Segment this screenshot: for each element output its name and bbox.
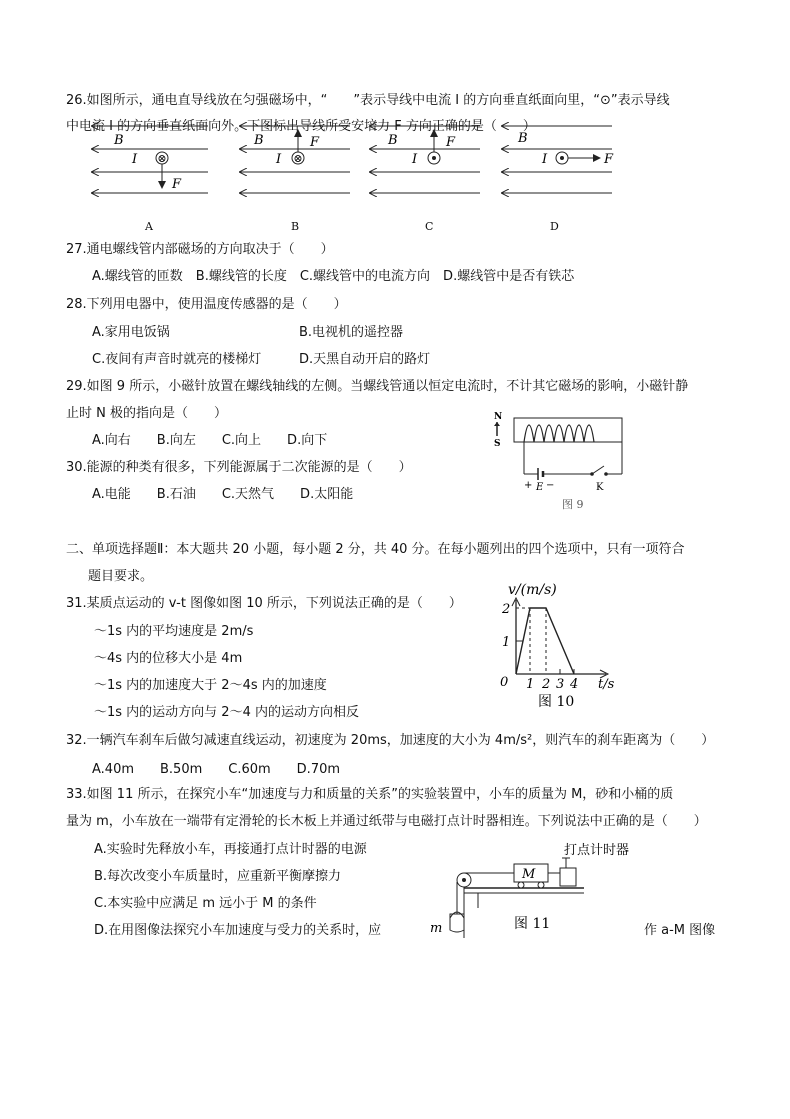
q31-xtick-1: 1	[526, 677, 535, 692]
q33-caption: 图 11	[514, 916, 551, 932]
q29-e-label: E	[536, 482, 544, 493]
q31-option-b: ～4s 内的位移大小是 4m	[94, 651, 243, 666]
q33-bucket-label: m	[430, 921, 443, 936]
q26-b-b-label: B	[254, 133, 264, 148]
q33-option-d-tail: 作 a-M 图像	[644, 923, 716, 938]
q29-stem-line2: 止时 N 极的指向是（ ）	[66, 406, 227, 421]
q26-stem-line2: 中电流 I 的方向垂直纸面向外。下图标出导线所受安培力 F 方向正确的是（ ）	[66, 119, 536, 134]
q29-solenoid-coil	[524, 425, 594, 442]
q33-stem-line1: 33.如图 11 所示，在探究小车“加速度与力和质量的关系”的实验装置中，小车的质量为 M，砂和小桶的质	[66, 787, 674, 802]
q33-figure-apparatus	[424, 838, 636, 942]
q33-option-d: D.在用图像法探究小车加速度与受力的关系时，应	[94, 923, 382, 938]
q26-a-cross-symbol: ⊗	[157, 152, 167, 165]
q31-option-a: ～1s 内的平均速度是 2m/s	[94, 624, 254, 639]
q29-needle-s-label: S	[494, 439, 501, 449]
q33-stem-line2: 量为 m，小车放在一端带有定滑轮的长木板上并通过纸带与电磁打点计时器相连。下列说法中正确的是（ ）	[66, 814, 707, 829]
q31-option-c: ～1s 内的加速度大于 2～4s 内的加速度	[94, 678, 327, 693]
q31-vt-graph	[494, 578, 632, 712]
q26-figure-b	[240, 126, 350, 193]
q26-b-f-label: F	[310, 135, 320, 150]
q31-ytick-1: 1	[502, 635, 511, 650]
q27-stem: 27.通电螺线管内部磁场的方向取决于（ ）	[66, 242, 334, 257]
q33-option-a: A.实验时先释放小车，再接通打点计时器的电源	[94, 842, 367, 857]
q30-options: A.电能 B.石油 C.天然气 D.太阳能	[92, 487, 354, 502]
q33-option-c: C.本实验中应满足 m 远小于 M 的条件	[94, 896, 317, 911]
q26-figure-a	[92, 126, 208, 193]
q29-solenoid-core	[514, 418, 622, 442]
q29-switch	[592, 466, 604, 474]
q31-origin-label: 0	[500, 675, 509, 690]
q29-plus-label: +	[524, 480, 533, 491]
q26-d-i-label: I	[542, 152, 548, 167]
q26-d-f-label: F	[604, 152, 614, 167]
q32-options: A.40m B.50m C.60m D.70m	[92, 762, 341, 777]
q29-caption: 图 9	[562, 498, 584, 511]
q26-c-f-label: F	[446, 135, 456, 150]
q32-stem: 32.一辆汽车刹车后做匀减速直线运动，初速度为 20ms，加速度的大小为 4m/s²，则汽车的刹车距离为（ ）	[66, 733, 715, 748]
q28-option-b: B.电视机的遥控器	[299, 325, 404, 340]
q31-caption: 图 10	[538, 694, 575, 710]
q28-option-a: A.家用电饭锅	[92, 325, 170, 340]
q31-xtick-3: 3	[556, 677, 565, 692]
q26-option-b-label: B	[291, 220, 300, 233]
q33-bucket	[450, 914, 464, 932]
q26-option-d-label: D	[550, 220, 559, 233]
q33-cart-label: M	[522, 867, 536, 882]
q28-stem: 28.下列用电器中，使用温度传感器的是（ ）	[66, 297, 347, 312]
q31-stem: 31.某质点运动的 v-t 图像如图 10 所示，下列说法正确的是（ ）	[66, 596, 462, 611]
q31-vt-line	[516, 608, 574, 674]
q31-option-d: ～1s 内的运动方向与 2～4 内的运动方向相反	[94, 705, 359, 720]
q29-options: A.向右 B.向左 C.向上 D.向下	[92, 433, 328, 448]
q26-a-f-label: F	[172, 177, 182, 192]
q26-b-cross-symbol: ⊗	[293, 152, 303, 165]
q31-ytick-2: 2	[502, 602, 511, 617]
q31-xtick-4: 4	[570, 677, 579, 692]
q26-option-a-label: A	[145, 220, 153, 233]
q29-needle-n-label: N	[494, 412, 503, 422]
q30-stem: 30.能源的种类有很多，下列能源属于二次能源的是（ ）	[66, 460, 412, 475]
q26-c-b-label: B	[388, 133, 398, 148]
q31-ylabel: v/(m/s)	[508, 582, 557, 598]
q33-timer	[560, 868, 576, 886]
q26-a-b-label: B	[114, 133, 124, 148]
q26-stem-line1: 26.如图所示，通电直导线放在匀强磁场中，“ ”表示导线中电流 I 的方向垂直纸面向里，“⊙”表示导线	[66, 93, 670, 108]
q26-b-i-label: I	[276, 152, 282, 167]
q29-stem-line1: 29.如图 9 所示，小磁针放置在螺线轴线的左侧。当螺线管通以恒定电流时，不计其它磁场的影响，小磁针静	[66, 379, 689, 394]
q26-figures	[90, 120, 630, 202]
q28-option-c: C.夜间有声音时就亮的楼梯灯	[92, 352, 262, 367]
q29-minus-label: −	[546, 480, 555, 491]
q31-xlabel: t/s	[598, 677, 615, 692]
section2-line2: 题目要求。	[88, 569, 154, 584]
q26-figure-d	[502, 126, 614, 193]
q33-option-b: B.每次改变小车质量时，应重新平衡摩擦力	[94, 869, 342, 884]
q31-xtick-2: 2	[542, 677, 551, 692]
q26-a-i-label: I	[132, 152, 138, 167]
q33-timer-label: 打点计时器	[564, 843, 630, 858]
q26-c-i-label: I	[412, 152, 418, 167]
q28-option-d: D.天黑自动开启的路灯	[299, 352, 431, 367]
q29-figure-solenoid	[488, 408, 630, 512]
q27-options: A.螺线管的匝数 B.螺线管的长度 C.螺线管中的电流方向 D.螺线管中是否有铁芯	[92, 269, 575, 284]
section2-line1: 二、单项选择题Ⅱ：本大题共 20 小题，每小题 2 分，共 40 分。在每小题列出的四个选项中，只有一项符合	[66, 542, 685, 557]
q26-option-c-label: C	[425, 220, 434, 233]
q26-figure-c	[370, 126, 480, 193]
q29-k-label: K	[596, 482, 604, 493]
q26-d-b-label: B	[518, 131, 528, 146]
